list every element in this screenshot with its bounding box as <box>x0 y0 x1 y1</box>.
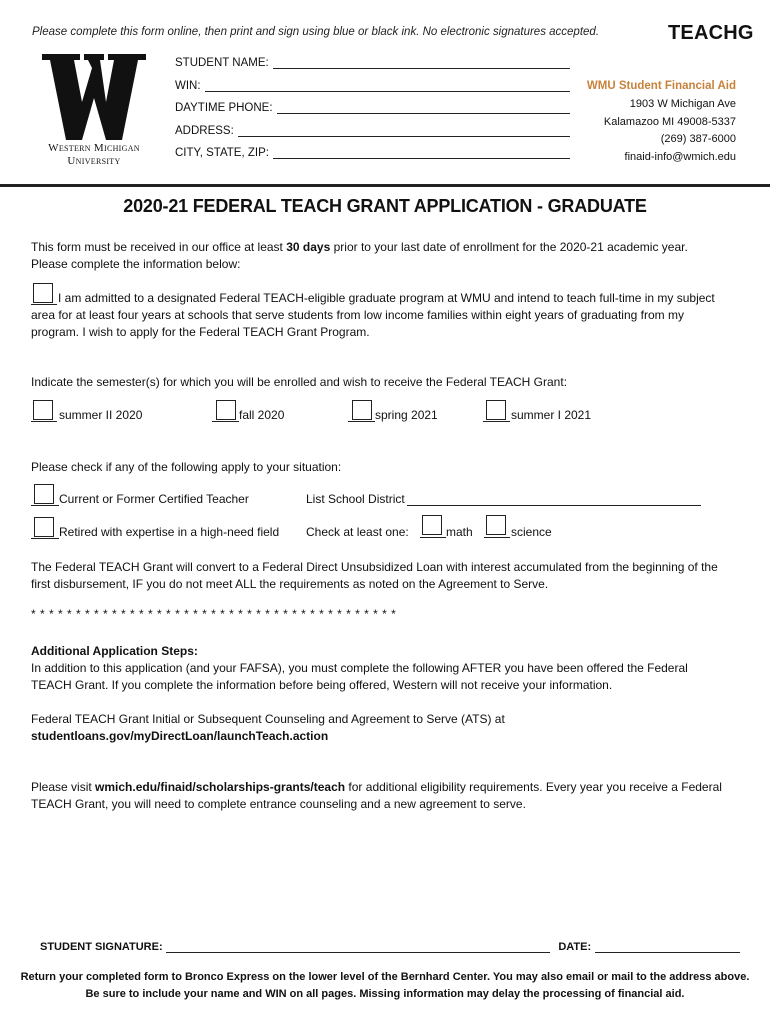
city-state-zip-label: CITY, STATE, ZIP: <box>175 147 269 159</box>
daytime-phone-line[interactable] <box>277 102 570 114</box>
certified-teacher-checkbox[interactable] <box>34 484 54 504</box>
address-field[interactable] <box>175 125 570 137</box>
office-city: Kalamazoo MI 49008-5337 <box>603 116 736 128</box>
steps-heading: Additional Application Steps: <box>31 644 198 658</box>
intro-instruction: Please complete the information below: <box>31 257 241 271</box>
semester-summer-i-2021-label: summer I 2021 <box>511 408 592 422</box>
retired-expertise-checkbox[interactable] <box>34 517 54 537</box>
science-label: science <box>511 525 552 539</box>
student-name-label: STUDENT NAME: <box>175 57 269 69</box>
eligibility-link[interactable]: wmich.edu/finaid/scholarships-grants/teach <box>95 780 346 794</box>
w-logo-icon <box>42 54 146 140</box>
address-line[interactable] <box>238 125 570 137</box>
intro-text-part2: prior to your last date of enrollment for the 2020-21 academic year. <box>330 240 688 254</box>
city-state-zip-line[interactable] <box>273 147 570 159</box>
logo-text-line1: Western Michigan <box>48 142 140 154</box>
admitted-text-line2: area for at least four years at schools that serve students from low income families within eight years of graduating from my <box>31 308 684 322</box>
date-line[interactable] <box>595 941 740 953</box>
ats-text: Federal TEACH Grant Initial or Subsequent Counseling and Agreement to Serve (ATS) at <box>31 712 505 726</box>
daytime-phone-field[interactable] <box>175 102 570 114</box>
semester-summer-ii-2020-checkbox[interactable] <box>33 400 53 420</box>
ats-link[interactable]: studentloans.gov/myDirectLoan/launchTeach.action <box>31 729 329 743</box>
semester-spring-2021-label: spring 2021 <box>375 408 438 422</box>
student-name-line[interactable] <box>273 57 570 69</box>
math-check-line <box>420 537 446 538</box>
loan-conversion-text-line2: first disbursement, IF you do not meet ALL the requirements as noted on the Agreement to Serve. <box>31 577 549 591</box>
steps-text-line1: In addition to this application (and your FAFSA), you must complete the following AFTER you have been offered the Federal <box>31 661 688 675</box>
semester-check-line <box>348 421 375 422</box>
office-name: WMU Student Financial Aid <box>586 80 736 92</box>
logo-text-line2: University <box>67 155 121 167</box>
retired-check-line <box>31 538 59 539</box>
semester-check-line <box>31 421 57 422</box>
retired-expertise-label: Retired with expertise in a high-need field <box>59 525 280 539</box>
header-divider <box>0 184 770 187</box>
office-email: finaid-info@wmich.edu <box>624 151 736 163</box>
date-label: DATE: <box>558 941 592 953</box>
visit-text-line1 <box>31 779 743 796</box>
admitted-checkbox[interactable] <box>33 283 53 303</box>
school-district-label: List School District <box>306 492 405 506</box>
check-one-label: Check at least one: <box>306 525 409 539</box>
win-field[interactable] <box>175 80 570 92</box>
intro-text <box>31 239 743 256</box>
semester-spring-2021-checkbox[interactable] <box>352 400 372 420</box>
address-label: ADDRESS: <box>175 125 234 137</box>
signature-label: STUDENT SIGNATURE: <box>40 941 163 953</box>
semester-prompt: Indicate the semester(s) for which you will be enrolled and wish to receive the Federal TEACH Grant: <box>31 375 568 389</box>
admitted-check-line <box>31 304 57 305</box>
school-district-line[interactable] <box>407 493 701 506</box>
visit-text-suffix: for additional eligibility requirements. Every year you receive a Federal <box>345 780 722 794</box>
school-district-field[interactable] <box>306 492 701 506</box>
form-code: TEACHG <box>668 22 754 44</box>
semester-check-line <box>483 421 510 422</box>
visit-text-prefix: Please visit <box>31 780 96 794</box>
situation-prompt: Please check if any of the following apply to your situation: <box>31 460 342 474</box>
semester-fall-2020-label: fall 2020 <box>239 408 285 422</box>
visit-text-line2: TEACH Grant, you will need to complete entrance counseling and a new agreement to serve. <box>31 797 526 811</box>
win-label: WIN: <box>175 80 201 92</box>
admitted-text-line3: program. I wish to apply for the Federal TEACH Grant Program. <box>31 325 370 339</box>
teacher-check-line <box>31 505 59 506</box>
signature-line[interactable] <box>166 941 551 953</box>
office-phone: (269) 387-6000 <box>660 133 736 145</box>
semester-summer-i-2021-checkbox[interactable] <box>486 400 506 420</box>
signature-row <box>40 941 740 953</box>
semester-check-line <box>212 421 239 422</box>
math-checkbox[interactable] <box>422 515 442 535</box>
steps-text-line2: TEACH Grant. If you complete the information before being offered, Western will not receive your information. <box>31 678 613 692</box>
certified-teacher-label: Current or Former Certified Teacher <box>59 492 249 506</box>
admitted-text-line1: I am admitted to a designated Federal TEACH-eligible graduate program at WMU and intend to teach full-time in my subject <box>58 291 715 305</box>
science-checkbox[interactable] <box>486 515 506 535</box>
intro-text-part1: This form must be received in our office at least <box>31 240 287 254</box>
student-name-field[interactable] <box>175 57 570 69</box>
asterisk-divider: * * * * * * * * * * * * * * * * * * * * * * * * * * * * * * * * * * * * * * * * * <box>31 607 397 621</box>
math-label: math <box>446 525 473 539</box>
semester-summer-ii-2020-label: summer II 2020 <box>59 408 143 422</box>
loan-conversion-text-line1: The Federal TEACH Grant will convert to a Federal Direct Unsubsidized Loan with interest accumulated from the beginning of the <box>31 560 718 574</box>
form-title: 2020-21 FEDERAL TEACH GRANT APPLICATION - GRADUATE <box>123 196 647 216</box>
science-check-line <box>484 537 510 538</box>
footer-return-instructions: Return your completed form to Bronco Express on the lower level of the Bernhard Center. You may also email or mail to the address above. <box>20 971 750 983</box>
win-line[interactable] <box>205 80 570 92</box>
daytime-phone-label: DAYTIME PHONE: <box>175 102 273 114</box>
instructions-note: Please complete this form online, then print and sign using blue or black ink. No electronic signatures accepted. <box>32 26 600 38</box>
city-state-zip-field[interactable] <box>175 147 570 159</box>
university-logo <box>38 54 150 172</box>
intro-deadline: 30 days <box>286 240 331 254</box>
office-street: 1903 W Michigan Ave <box>629 98 736 110</box>
footer-reminder: Be sure to include your name and WIN on all pages. Missing information may delay the processing of financial aid. <box>85 988 685 1000</box>
semester-fall-2020-checkbox[interactable] <box>216 400 236 420</box>
